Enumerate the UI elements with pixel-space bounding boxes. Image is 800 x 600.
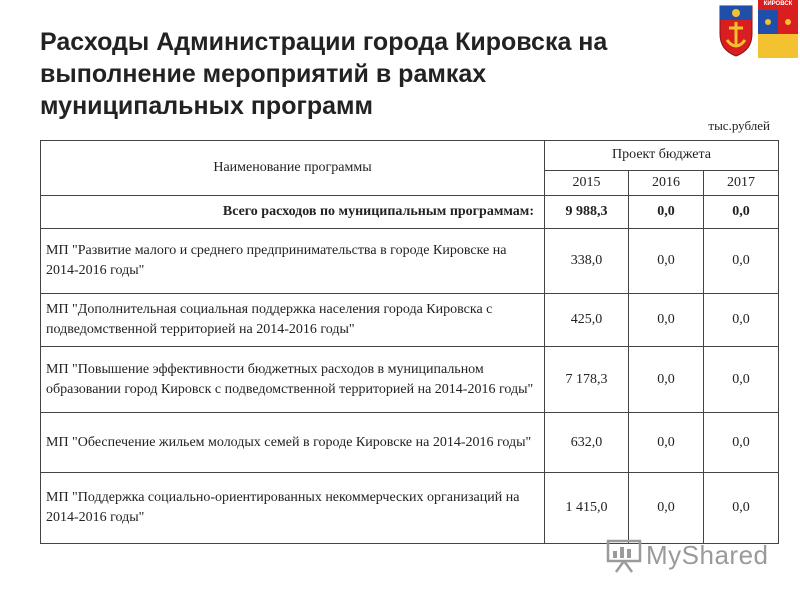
budget-value: 0,0: [629, 294, 704, 347]
table-row: [41, 473, 779, 544]
year-header: 2016: [629, 171, 704, 196]
budget-table: [40, 140, 779, 544]
coat-of-arms-anchor-icon: [716, 0, 756, 58]
budget-value: 0,0: [704, 294, 779, 347]
budget-project-header: Проект бюджета: [545, 141, 779, 171]
budget-value: 0,0: [629, 413, 704, 473]
program-name: МП "Повышение эффективности бюджетных расходов в муниципальном образовании город Кировск с подведомственной территорией на 2014-2016 годы": [41, 347, 545, 413]
budget-value: 0,0: [704, 473, 779, 544]
program-name: МП "Развитие малого и среднего предпринимательства в городе Кировске на 2014-2016 годы": [41, 229, 545, 294]
budget-value: 0,0: [629, 229, 704, 294]
emblem-label: КИРОВСК: [763, 1, 793, 7]
total-value: 0,0: [629, 196, 704, 229]
budget-value: 0,0: [704, 229, 779, 294]
city-flag-icon: [758, 0, 798, 58]
budget-value: 0,0: [629, 347, 704, 413]
total-label: Всего расходов по муниципальным программам:: [41, 196, 545, 229]
budget-value: 632,0: [545, 413, 629, 473]
table-row: [41, 229, 779, 294]
unit-label: тыс.рублей: [708, 118, 770, 133]
watermark-text: MyShared: [646, 540, 769, 570]
presentation-board-icon: [606, 539, 642, 573]
budget-value: 0,0: [629, 473, 704, 544]
budget-value: 1 415,0: [545, 473, 629, 544]
total-value: 9 988,3: [545, 196, 629, 229]
page-title: Расходы Администрации города Кировска на выполнение мероприятий в рамках муниципальных программ: [40, 28, 608, 120]
table-row: [41, 294, 779, 347]
header-row: [41, 141, 779, 171]
year-header: 2017: [704, 171, 779, 196]
budget-value: 425,0: [545, 294, 629, 347]
watermark: [606, 537, 776, 577]
program-name: МП "Дополнительная социальная поддержка населения города Кировска с подведомственной территорией на 2014-2016 годы": [41, 294, 545, 347]
budget-value: 0,0: [704, 347, 779, 413]
table-row: [41, 413, 779, 473]
total-value: 0,0: [704, 196, 779, 229]
year-header: 2015: [545, 171, 629, 196]
program-name-header: Наименование программы: [41, 141, 545, 196]
city-emblems: [712, 0, 800, 64]
total-row: [41, 196, 779, 229]
budget-value: 338,0: [545, 229, 629, 294]
table-row: [41, 347, 779, 413]
program-name: МП "Поддержка социально-ориентированных некоммерческих организаций на 2014-2016 годы": [41, 473, 545, 544]
program-name: МП "Обеспечение жильем молодых семей в городе Кировске на 2014-2016 годы": [41, 413, 545, 473]
budget-value: 0,0: [704, 413, 779, 473]
budget-value: 7 178,3: [545, 347, 629, 413]
